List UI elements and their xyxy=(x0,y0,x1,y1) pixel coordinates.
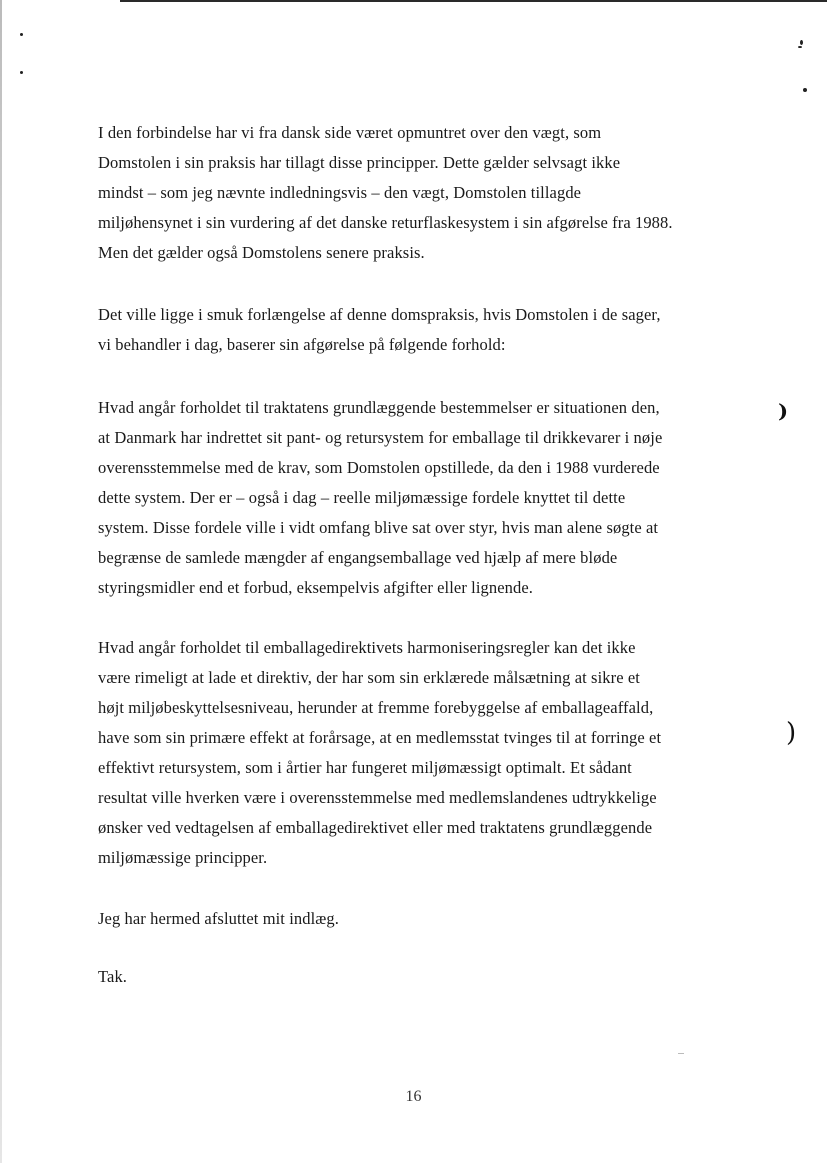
paragraph-1 xyxy=(98,118,758,268)
text-line: styringsmidler end et forbud, eksempelvis afgifter eller lignende. xyxy=(98,578,534,597)
text-line: ønsker ved vedtagelsen af emballagedirektivet eller med traktatens grundlæggende xyxy=(98,818,653,837)
text-line: effektivt retursystem, som i årtier har fungeret miljømæssigt optimalt. Et sådant xyxy=(98,758,632,777)
paragraph-2 xyxy=(98,300,758,360)
text-line: Det ville ligge i smuk forlængelse af denne domspraksis, hvis Domstolen i de sager, xyxy=(98,305,661,324)
paragraph-4 xyxy=(98,633,758,873)
text-line: højt miljøbeskyttelsesniveau, herunder at fremme forebyggelse af emballageaffald, xyxy=(98,698,654,717)
text-line: Jeg har hermed afsluttet mit indlæg. xyxy=(98,909,339,928)
scan-speck xyxy=(803,88,807,92)
text-line: system. Disse fordele ville i vidt omfang blive sat over styr, hvis man alene søgte at xyxy=(98,518,659,537)
text-line: Men det gælder også Domstolens senere praksis. xyxy=(98,243,425,262)
text-line: dette system. Der er – også i dag – reelle miljømæssige fordele knyttet til dette xyxy=(98,488,626,507)
text-line: have som sin primære effekt at forårsage, at en medlemsstat tvinges til at forringe et xyxy=(98,728,662,747)
text-line: Domstolen i sin praksis har tillagt disse principper. Dette gælder selvsagt ikke xyxy=(98,153,621,172)
left-scan-edge xyxy=(0,0,2,1163)
scan-speck xyxy=(20,33,23,36)
text-line: vi behandler i dag, baserer sin afgørelse på følgende forhold: xyxy=(98,335,506,354)
text-line: begrænse de samlede mængder af engangsemballage ved hjælp af mere bløde xyxy=(98,548,618,567)
text-line: mindst – som jeg nævnte indledningsvis – den vægt, Domstolen tillagde xyxy=(98,183,582,202)
text-line: miljømæssige principper. xyxy=(98,848,268,867)
text-line: miljøhensynet i sin vurdering af det danske returflaskesystem i sin afgørelse fra 1988. xyxy=(98,213,673,232)
text-line: være rimeligt at lade et direktiv, der har som sin erklærede målsætning at sikre et xyxy=(98,668,640,687)
margin-mark: ⁾ xyxy=(778,398,789,438)
page-number: 16 xyxy=(405,1088,422,1105)
text-line: Hvad angår forholdet til emballagedirektivets harmoniseringsregler kan det ikke xyxy=(98,638,636,657)
text-line: Hvad angår forholdet til traktatens grundlæggende bestemmelser er situationen den, xyxy=(98,398,660,417)
top-edge-rule xyxy=(120,0,827,2)
text-line: Tak. xyxy=(98,967,128,986)
scan-speck xyxy=(20,71,23,74)
text-line: resultat ville hverken være i overensstemmelse med medlemslandenes udtrykkelige xyxy=(98,788,657,807)
margin-mark: ) xyxy=(786,718,797,748)
scan-mark xyxy=(678,1053,684,1054)
text-line: overensstemmelse med de krav, som Domstolen opstillede, da den i 1988 vurderede xyxy=(98,458,660,477)
text-line: I den forbindelse har vi fra dansk side været opmuntret over den vægt, som xyxy=(98,123,602,142)
scan-speck xyxy=(798,46,802,48)
paragraph-6 xyxy=(98,962,758,992)
scan-speck xyxy=(800,40,803,45)
text-line: at Danmark har indrettet sit pant- og retursystem for emballage til drikkevarer i nøje xyxy=(98,428,663,447)
paragraph-3 xyxy=(98,393,758,603)
paragraph-5 xyxy=(98,904,758,934)
